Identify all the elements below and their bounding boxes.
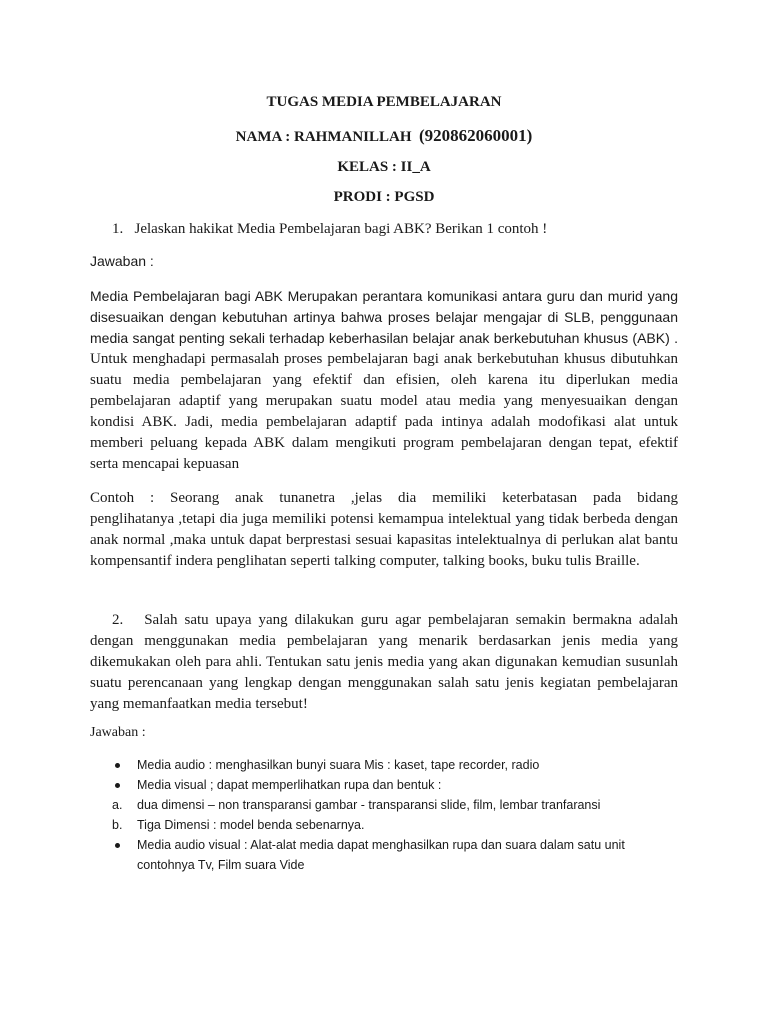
question-1 [112,219,547,240]
list-marker: a. [112,798,123,812]
list-item-text: dua dimensi – non transparansi gambar - transparansi slide, film, lembar tranfaransi [137,798,601,812]
question-2-number: 2. [112,612,124,628]
paragraph-line: kondisi ABK. Jadi, media pembelajaran adaptif pada intinya adalah modofikasi alat untuk [90,414,678,430]
class-label: KELAS : II_A [337,159,431,175]
list-item-text: Media audio : menghasilkan bunyi suara Mis : kaset, tape recorder, radio [137,758,540,772]
answer-2-label: Jawaban : [90,725,146,740]
question-2-first-line [90,610,678,631]
prodi-label: PRODI : PGSD [333,189,435,205]
question-2-line: yang memanfaatkan media tersebut! [90,696,308,712]
answer-2-list [112,755,672,875]
list-item [112,835,672,875]
paragraph-line: suatu media pembelajaran yang efektif dan efisien, oleh karena itu diperlukan media [90,372,678,388]
paragraph-line: Contoh : Seorang anak tunanetra ,jelas dia memiliki keterbatasan pada bidang [90,490,678,506]
list-item-text: Media audio visual : Alat-alat media dapat menghasilkan rupa dan suara dalam satu unit contohnya Tv, Film suara Vide [137,838,625,872]
list-item-text: Media visual ; dapat memperlihatkan rupa dan bentuk : [137,778,442,792]
list-item [112,815,672,835]
list-item-text: Tiga Dimensi : model benda sebenarnya. [137,818,365,832]
question-2 [90,610,678,715]
paragraph-line: anak normal ,maka untuk dapat berprestasi sesuai kapasitas intelektualnya di perlukan alat bantu [90,532,678,548]
question-2-line: Salah satu upaya yang dilakukan guru agar pembelajaran semakin bermakna adalah [144,612,678,628]
question-2-line: suatu perencanaan yang lengkap dengan menggunakan salah satu jenis kegiatan pembelajaran [90,675,678,691]
student-name [0,126,768,146]
paragraph-line: serta mencapai kepuasan [90,456,240,472]
list-item [112,795,672,815]
list-item [112,775,672,795]
name-label: NAMA : RAHMANILLAH [235,129,412,145]
answer-1-label: Jawaban : [90,253,154,269]
example-paragraph [90,488,678,572]
list-marker: b. [112,818,123,832]
paragraph-line: Untuk menghadapi permasalah proses pembelajaran bagi anak berkebutuhan khusus dibutuhkan [90,351,678,367]
paragraph-line: disesuaikan dengan kebutuhan artinya bahwa proses belajar mengajar di SLB, penggunaan [90,309,678,325]
question-1-text: Jelaskan hakikat Media Pembelajaran bagi ABK? Berikan 1 contoh ! [134,221,548,237]
question-1-number: 1. [112,221,124,237]
paragraph-line: media sangat penting sekali terhadap keberhasilan belajar anak berkebutuhan khusus (ABK) . [90,330,678,346]
paragraph-line: Media Pembelajaran bagi ABK Merupakan perantara komunikasi antara guru dan murid yang [90,288,678,304]
paragraph-line: memberi peluang kepada ABK dalam mengikuti program pembelajaran dengan tepat, efektif [90,435,678,451]
answer-1-paragraph [90,286,678,475]
question-2-line: dikemukakan oleh para ahli. Tentukan satu jenis media yang akan digunakan kemudian susunlah [90,654,678,670]
list-item [112,755,672,775]
student-id: (920862060001) [419,126,533,145]
question-2-line: dengan menggunakan media pembelajaran yang menarik berdasarkan jenis media yang [90,633,678,649]
paragraph-line: pembelajaran adaptif yang merupakan suatu model atau media yang menyesuaikan dengan [90,393,678,409]
paragraph-line: penglihatanya ,tetapi dia juga memiliki potensi kemampua intelektual yang tidak berbeda dengan [90,511,678,527]
paragraph-line: kompensantif indera penglihatan seperti talking computer, talking books, buku tulis Braille. [90,553,640,569]
document-title: TUGAS MEDIA PEMBELAJARAN [266,94,502,110]
